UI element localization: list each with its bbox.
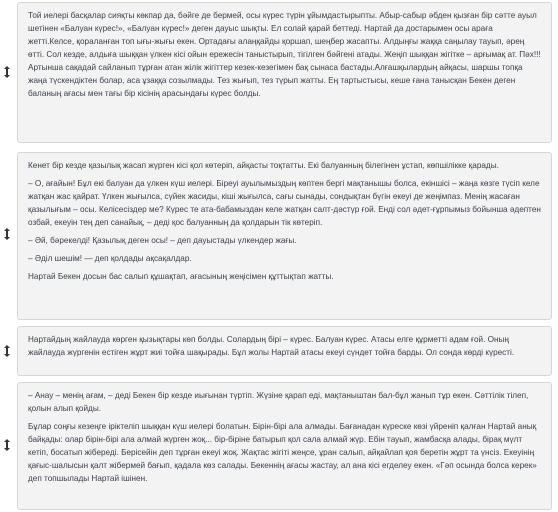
paragraph: Нартай Бекен досын бас салып құшақтап, ағасының жеңісімен құттықтап жатты. [28,272,334,281]
paragraph: Нартайдың жайлауда көрген қызықтары көп болды. Солардың бірі – күрес. Балуан күрес. Атасы елге құрметті адам ғой. Оның жайлауда жүргенін естіген жұрт жиі тойға шақырады. Бұл жолы Нартай атасы екеуі сүндет тойға барды. Ол сонда көрді күресті. [28,335,515,357]
drag-handle-icon[interactable] [2,343,12,359]
text-block-1[interactable] [17,2,552,143]
text-block-4[interactable] [17,382,552,510]
paragraph: – Анау – менің ағам, – деді Бекен бір кезде иығынан түртіп. Жүзіне қарап еді, мақтаныштан бал-бұл жанып тұр екен. Сәттілік тілеп, қолын алып қойды. [28,391,529,413]
paragraph: – Әй, бәрекелді! Қазылық деген осы! – деп дауыстады үлкендер жағы. [28,236,297,245]
paragraph: – О, ағайын! Бұл екі балуан да үлкен күш иелері. Біреуі ауылымыздың көптен бергі мақтанышы болса, екіншісі – жаңа көзге түсіп келе жатқан жас қайрат. Үлкен жығылса, сүйек жасиды, кіші жығылса, сағы сынады, сондықтан бүгін екеуі де жеңімпаз. Менің жасаған қазылығым – осы. Келісесіздер ме? Күрес те ата-бабамыздан келе жатқан салт-дәстүр ғой. Енді сол әдет-ғұрпымыз бойынша әдептен озбай, екеуін тең деп санайық, – деді қос балуанның да қолдарын тік көтеріп. [28,179,541,227]
text-block-3[interactable] [17,326,552,376]
paragraph: Кенет бір кезде қазылық жасап жүрген кісі қол көтеріп, айқасты тоқтатты. Екі балуанның білегінен ұстап, көпшілікке қарады. [28,161,499,170]
drag-handle-icon[interactable] [2,64,12,80]
paragraph: Той иелері басқалар сияқты көкпар да, бәйге де бермей, осы күрес түрін ұйымдастырыпты. Абыр-сабыр әбден қызған бір сәтте ауыл шетінен «Балуан күрес!», «Балуан күрес!» деген дауыс шықты. Ел солай қарай беттеді. Нартай да достарымен осы араға жетті.Келсе, қораланған топ ығы-жығы екен. Ортадағы алаңқайды қоршап, шеңбер жасапты. Алдыңғы жаққа саңылау тауып, әрең өтті. Сол кезде, алдыға шыққан үлкен кісі ойын ережесін таныстырып, тігілген бәйгені атады. Жеңіп шыққан жігітке – арғымақ ат. Пәх!!!Артынша сақадай сайланып тұрған атан жілік жігіттер кезек-кезегімен бақ сынаса бастады.Алғашқылардың айқасы, шаршы топқа жаңа түскендіктен болар, аса ұзаққа созылмады. Тез жығып, тез түрып жатты. Ең тартыстысы, кеше ғана танысқан Бекен деген баланың ағасы мен тағы бір кісінің арасындағы күрес болды. [28,11,541,98]
text-block-2[interactable] [17,152,552,320]
drag-handle-icon[interactable] [2,226,12,242]
paragraph: Бұлар соңғы кезеңге іріктеліп шыққан күш иелері болатын. Бірін-бірі ала алмады. Бағанадан күреске көзі үйреніп қалған Нартай анық байқады: олар бірін-бірі ала алмай жүрген жоқ... бір-біріне батырып қол сала алмай жүр. Ебін тауып, жамбасқа алады, бірақ мүлт кетіп, босатып жібереді. Берісейін деп тұрған екеуі жоқ. Жақтас жігіті жеңсе, ұран салып, айқайлап қоя беретін жұрт та үнсіз. Екеуінің қағыс-шалысын қалт жібермей бағып, қадала көз салады. Бекеннің ағасы жастау, ал ана кісі егделеу екен. «Гәп осында болса керек» деп топшылады Нартай ішінен. [28,422,537,483]
paragraph: – Әділ шешім! — деп қолдады ақсақалдар. [28,254,192,263]
drag-handle-icon[interactable] [2,437,12,453]
